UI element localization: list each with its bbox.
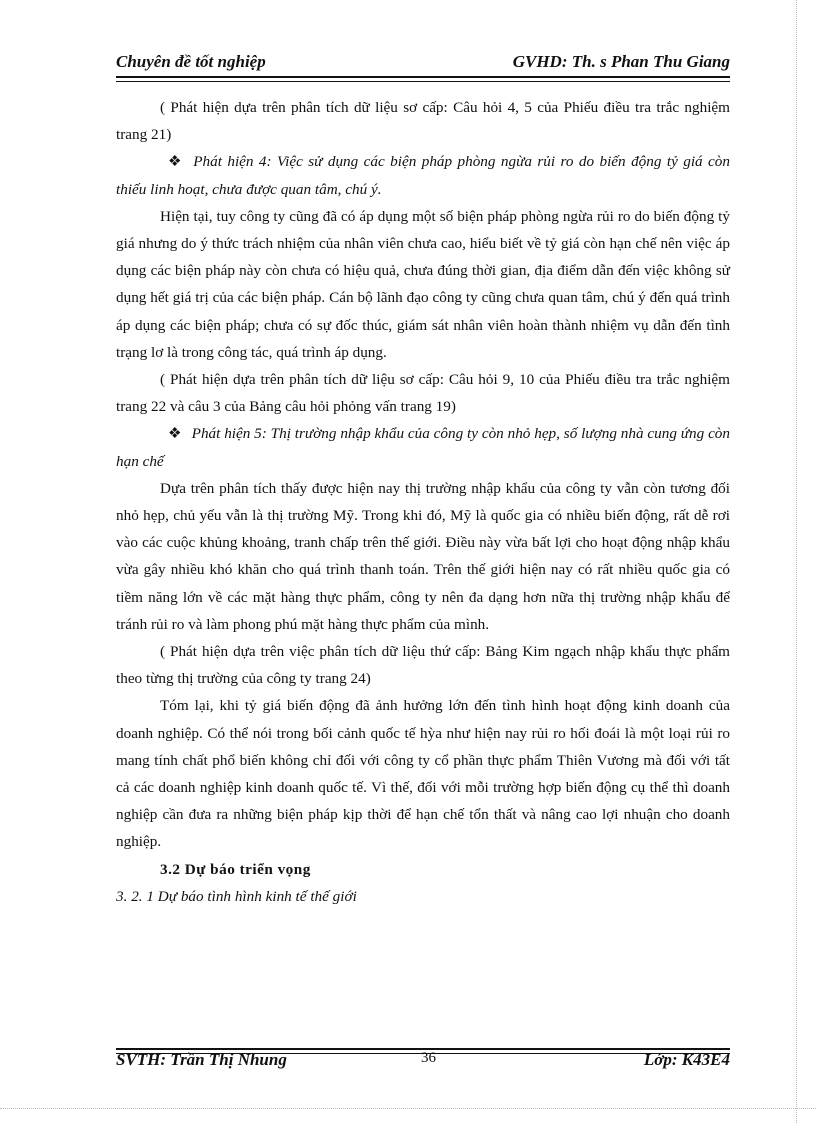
paragraph-source-note-3: ( Phát hiện dựa trên việc phân tích dữ liệu thứ cấp: Bảng Kim ngạch nhập khẩu thực phẩm theo từng thị trường của công ty trang 24) <box>116 643 730 688</box>
section-heading: 3.2 Dự báo triển vọng <box>160 860 311 878</box>
page-body <box>116 94 730 910</box>
diamond-bullet-icon: ❖ <box>168 425 182 443</box>
paragraph-finding-4-detail: Hiện tại, tuy công ty cũng đã có áp dụng một số biện pháp phòng ngừa rủi ro do biến động tỷ giá nhưng do ý thức trách nhiệm của nhân viên chưa cao, hiểu biết về tỷ giá còn hạn chế nên việc áp dụng các biện pháp này còn chưa có hiệu quả, chưa đúng thời gian, địa điểm dẫn đến việc không sử dụng hết giá trị của các biện pháp. Cán bộ lãnh đạo công ty cũng chưa quan tâm, chú ý đến quá trình áp dụng các biện pháp; chưa có sự đốc thúc, giám sát nhân viên hoàn thành nhiệm vụ dẫn đến tình trạng lơ là trong công tác, quá trình áp dụng. <box>116 207 730 361</box>
page-border-dotted-bottom <box>0 1108 816 1109</box>
finding-4-heading <box>116 148 730 202</box>
page-number: 36 <box>421 1050 436 1066</box>
page-border-dotted-right <box>796 0 797 1123</box>
paragraph-source-note-2: ( Phát hiện dựa trên phân tích dữ liệu sơ cấp: Câu hỏi 9, 10 của Phiếu điều tra trắc nghiệm trang 22 và câu 3 của Bảng câu hỏi phỏng vấn trang 19) <box>116 371 730 416</box>
subsection-heading: 3. 2. 1 Dự báo tình hình kinh tế thế giới <box>116 887 357 905</box>
paragraph-source-note-1: ( Phát hiện dựa trên phân tích dữ liệu sơ cấp: Câu hỏi 4, 5 của Phiếu điều tra trắc nghiệm trang 21) <box>116 99 730 144</box>
footer-student: SVTH: Trần Thị Nhung <box>116 1050 287 1069</box>
page-header <box>116 52 730 76</box>
paragraph-finding-5-detail: Dựa trên phân tích thấy được hiện nay thị trường nhập khẩu của công ty vẫn còn tương đối nhỏ hẹp, chủ yếu vẫn là thị trường Mỹ. Trong khi đó, Mỹ là quốc gia có nhiều biến động, rất dễ rơi vào các cuộc khủng khoảng, tranh chấp trên thế giới. Điều này vừa bất lợi cho hoạt động nhập khẩu vừa gây nhiều khó khăn cho quá trình thanh toán. Trên thế giới hiện nay có rất nhiều quốc gia có tiềm năng lớn về các mặt hàng thực phẩm, công ty nên đa dạng hơn nữa thị trường nhập khẩu để tránh rủi ro và làm phong phú mặt hàng thực phẩm của mình. <box>116 479 730 633</box>
footer-class: Lớp: K43E4 <box>643 1050 730 1069</box>
finding-4-text: Phát hiện 4: Việc sử dụng các biện pháp phòng ngừa rủi ro do biến động tỷ giá còn thiếu linh hoạt, chưa được quan tâm, chú ý. <box>116 153 730 198</box>
header-rule <box>116 76 730 82</box>
finding-5-text: Phát hiện 5: Thị trường nhập khẩu của công ty còn nhỏ hẹp, số lượng nhà cung ứng còn hạn chế <box>116 425 730 470</box>
header-title: Chuyên đề tốt nghiệp <box>116 52 266 71</box>
finding-5-heading <box>116 420 730 474</box>
header-advisor: GVHD: Th. s Phan Thu Giang <box>512 52 730 71</box>
page-footer <box>116 1050 730 1074</box>
paragraph-summary: Tóm lại, khi tỷ giá biến động đã ảnh hưởng lớn đến tình hình hoạt động kinh doanh của doanh nghiệp. Có thể nói trong bối cảnh quốc tế hỳa như hiện nay rủi ro hối đoái là một loại rủi ro mang tính chất phổ biến không chỉ đối với công ty cổ phần thực phẩm Thiên Vương mà đối với tất cả các doanh nghiệp kinh doanh quốc tế. Vì thế, đối với mỗi trường hợp biến động cụ thể thì doanh nghiệp cần đưa ra những biện pháp kịp thời để hạn chế tổn thất và nâng cao lợi nhuận cho doanh nghiệp. <box>116 697 730 851</box>
diamond-bullet-icon: ❖ <box>168 153 184 171</box>
